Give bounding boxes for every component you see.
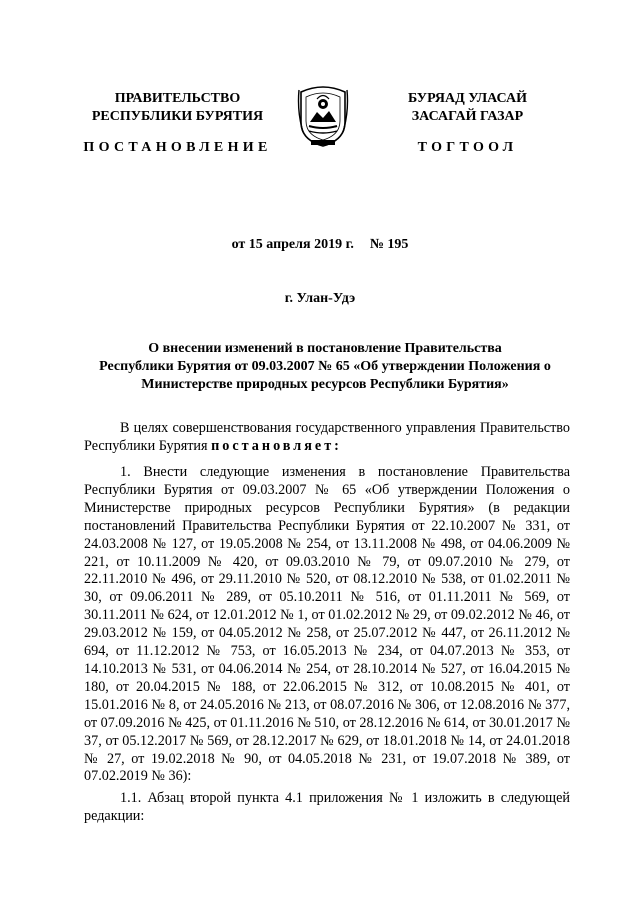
heading-line3: Министерстве природных ресурсов Республики Бурятия»: [141, 377, 509, 392]
date-number-line: [0, 237, 640, 253]
intro-text: В целях совершенствования государственного управления Правительство Республики Бурятия: [84, 420, 570, 454]
document-type-bua: ТОГТООЛ: [417, 140, 518, 155]
header-left-line2: РЕСПУБЛИКИ БУРЯТИЯ: [91, 109, 264, 124]
intro-paragraph: [84, 420, 570, 456]
document-type-ru: ПОСТАНОВЛЕНИЕ: [83, 140, 272, 155]
point-1-1-paragraph: 1.1. Абзац второй пункта 4.1 приложения № 1 изложить в следующей редакции:: [84, 790, 570, 824]
intro-emphasis: постановляет:: [211, 437, 342, 454]
heading-line2: Республики Бурятия от 09.03.2007 № 65 «Об утверждении Положения о: [99, 359, 551, 374]
document-heading: [80, 340, 570, 394]
coat-of-arms-icon: [297, 82, 349, 148]
header-right: [370, 90, 565, 126]
point-1-paragraph: 1. Внести следующие изменения в постановление Правительства Республики Бурятия от 09.03.2007 № 65 «Об утверждении Положения о Министерстве природных ресурсов Республики Бурятия» (в редакции постановлений Правительства Республики Бурятия от 22.10.2007 № 331, от 24.03.2008 № 127, от 19.05.2008 № 254, от 13.11.2008 № 498, от 04.06.2009 № 221, от 10.11.2009 № 420, от 09.03.2010 № 79, от 09.07.2010 № 279, от 22.11.2010 № 496, от 29.11.2010 № 520, от 08.12.2010 № 538, от 01.02.2011 № 30, от 09.06.2011 № 289, от 05.10.2011 № 516, от 01.11.2011 № 569, от 30.11.2011 № 624, от 12.01.2012 № 1, от 01.02.2012 № 29, от 09.02.2012 № 46, от 29.03.2012 № 159, от 04.05.2012 № 258, от 25.07.2012 № 447, от 26.11.2012 № 694, от 11.12.2012 № 753, от 16.05.2013 № 234, от 04.07.2013 № 353, от 14.10.2013 № 531, от 04.06.2014 № 254, от 28.10.2014 № 527, от 16.04.2015 № 180, от 20.04.2015 № 188, от 22.06.2015 № 312, от 10.08.2015 № 401, от 15.01.2016 № 8, от 24.05.2016 № 213, от 08.07.2016 № 306, от 12.08.2016 № 377, от 07.09.2016 № 425, от 01.11.2016 № 510, от 28.12.2016 № 614, от 30.01.2017 № 37, от 05.12.2017 № 569, от 28.12.2017 № 629, от 18.01.2018 № 14, от 24.01.2018 № 27, от 19.02.2018 № 90, от 04.05.2018 № 231, от 19.07.2018 № 389, от 07.02.2019 № 36):: [84, 464, 570, 785]
header-right-line1: БУРЯАД УЛАСАЙ: [408, 91, 527, 106]
document-city: г. Улан-Удэ: [284, 291, 356, 306]
heading-line1: О внесении изменений в постановление Правительства: [148, 341, 502, 356]
header-left: [80, 90, 275, 126]
header-left-line1: ПРАВИТЕЛЬСТВО: [114, 91, 241, 106]
document-number: № 195: [369, 237, 409, 252]
document-date: от 15 апреля 2019 г.: [231, 237, 354, 252]
header-right-line2: ЗАСАГАЙ ГАЗАР: [411, 109, 524, 124]
